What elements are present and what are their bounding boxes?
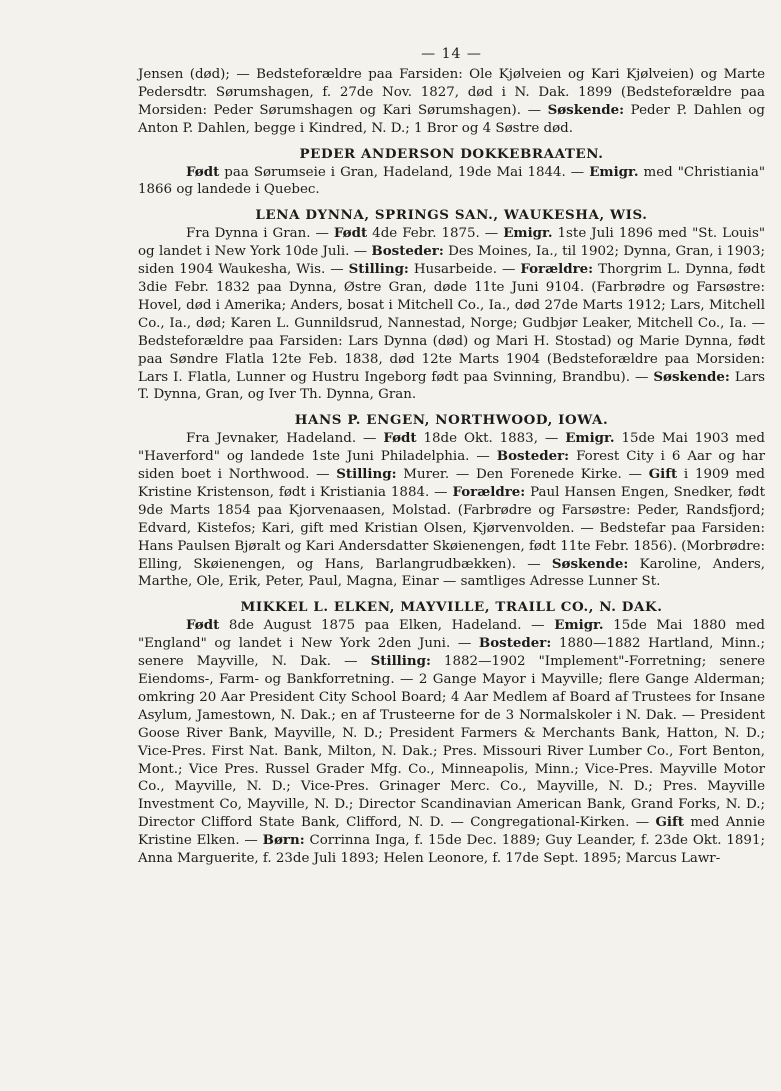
label-stilling: Stilling: (336, 466, 397, 483)
text-run: Karoline, Anders, Marthe, Ole, Erik, Peter, Paul, Magna, Einar — samtliges Adresse Lunner St. (138, 556, 766, 590)
label-soskende: Søskende: (547, 101, 625, 118)
entry-text (138, 430, 765, 591)
label-stilling: Stilling: (348, 261, 409, 278)
text-run: Peder P. Dahlen og Anton P. Dahlen, begge i Kindred, N. D.; 1 Bror og 4 Søstre død. (138, 102, 766, 136)
text-run: paa Sørumseie i Gran, Hadeland, 19de Mai 1844. — (219, 164, 590, 180)
text-run: 18de Okt. 1883, — (416, 431, 566, 447)
label-fodt: Født (383, 430, 417, 447)
entry-heading: MIKKEL L. ELKEN, MAYVILLE, TRAILL CO., N. DAK. (240, 599, 663, 616)
text-run: Fra Jevnaker, Hadeland. — (186, 431, 384, 447)
text-run: 4de Febr. 1875. — (367, 226, 504, 242)
entry-heading: LENA DYNNA, SPRINGS SAN., WAUKESHA, WIS. (255, 207, 648, 224)
entry-heading: HANS P. ENGEN, NORTHWOOD, IOWA. (294, 412, 609, 429)
text-run: Corrinna Inga, f. 15de Dec. 1889; Guy Leander, f. 23de Okt. 1891; Anna Marguerite, f. 23de Juli 1893; Helen Leonore, f. 17de Sept. 1895; Marcus Lawr- (138, 833, 765, 867)
text-run: Lars T. Dynna, Gran, og Iver Th. Dynna, Gran. (138, 369, 765, 403)
label-bosteder: Bosteder: (496, 448, 570, 465)
text-run: Des Moines, Ia., til 1902; Dynna, Gran, i 1903; siden 1904 Waukesha, Wis. — (138, 244, 765, 278)
label-soskende: Søskende: (551, 555, 629, 572)
entry-heading: PEDER ANDERSON DOKKEBRAATEN. (299, 145, 604, 162)
label-born: Børn: (262, 832, 305, 849)
label-emigr: Emigr. (503, 225, 553, 242)
label-fodt: Født (333, 225, 368, 242)
label-bosteder: Bosteder: (478, 635, 552, 652)
entry-text (138, 164, 765, 200)
entry-continuation (138, 66, 765, 138)
entry-hans-engen (138, 412, 765, 591)
text-run: 8de August 1875 paa Elken, Hadeland. — (219, 618, 555, 634)
text-run: i 1909 med Kristine Kristenson, født i Kristiania 1884. — (138, 467, 765, 500)
entry-text (138, 66, 765, 138)
text-run: 15de Mai 1903 med "Haverford" og landede 1ste Juni Philadelphia. — (138, 431, 765, 465)
label-emigr: Emigr. (589, 163, 639, 180)
text-run: med Annie Kristine Elken. — (138, 815, 765, 849)
label-stilling: Stilling: (370, 653, 431, 670)
label-bosteder: Bosteder: (371, 243, 444, 260)
label-emigr: Emigr. (554, 617, 604, 634)
text-run: Forest City i 6 Aar og har siden boet i Northwood. — (138, 449, 765, 483)
text-run: Husarbeide. — (408, 262, 521, 278)
text-run: Paul Hansen Engen, Snedker, født 9de Marts 1854 paa Kjorvenaasen, Molstad. (Farbrødre og Farsøstre: Peder, Randsfjord; Edvard, Kistefos; Kari, gift med Kristian Olsen, Kjørvenvolden. — Bedstefar paa Farsiden: Hans Paulsen Bjøralt og Kari Andersdatter Skøienengen, født 11te Febr. 1856). (Morbrødre: Elling, Skøienengen, og Hans, Barlangrudbækken). — (138, 484, 765, 572)
entry-text (138, 617, 765, 868)
text-run: 1880—1882 Hartland, Minn.; senere Mayville, N. Dak. — (138, 636, 765, 670)
label-gift: Gift (655, 814, 684, 831)
label-gift: Gift (648, 466, 678, 483)
label-foraeldre: Forældre: (452, 483, 526, 500)
text-run: Thorgrim L. Dynna, født 3die Febr. 1832 paa Dynna, Østre Gran, døde 11te Juni 9104. (Farbrødre og Farsøstre: Hovel, død i Amerika; Anders, bosat i Mitchell Co., Ia., død 27de Marts 1912; Lars, Mitchell Co., Ia., død; Karen L. Gunnildsrud, Nannestad, Norge; Gudbjør Leaker, Mitchell Co., Ia. — Bedsteforældre paa Farsiden: Lars Dynna (død) og Mari H. Stostad) og Marie Dynna, født paa Søndre Flatla 12te Feb. 1838, død 12te Marts 1904 (Bedsteforældre paa Morsiden: Lars I. Flatla, Lunner og Hustru Ingeborg født paa Svinning, Brandbu). — (138, 262, 765, 385)
page-number: — 14 — (421, 46, 482, 62)
text-run: Jensen (død); — Bedsteforældre paa Farsiden: Ole Kjølveien og Kari Kjølveien) og Marte Pedersdtr. Sørumshagen, f. 27de Nov. 1827, død i N. Dak. 1899 (Bedsteforældre paa Morsiden: Peder Sørumshagen og Kari Sørumshagen). — (138, 67, 765, 118)
label-foraeldre: Forældre: (520, 261, 594, 278)
entry-mikkel-elken (138, 599, 765, 868)
label-soskende: Søskende: (653, 368, 730, 385)
text-run: 15de Mai 1880 med "England" og landet i New York 2den Juni. — (138, 618, 766, 652)
text-run: Murer. — Den Forenede Kirke. — (396, 467, 649, 483)
entry-text (138, 225, 765, 404)
entry-lena-dynna (138, 207, 765, 404)
label-emigr: Emigr. (565, 430, 615, 447)
text-run: 1882—1902 "Implement"-Forretning; senere Eiendoms-, Farm- og Bankforretning. — 2 Gange Mayor i Mayville; flere Gange Alderman; omkring 20 Aar President City School Board; 4 Aar Medlem af Board af Trustees for Insane Asylum, Jamestown, N. Dak.; en af Trusteerne for de 3 Normalskoler i N. Dak. — President Goose River Bank, Mayville, N. D.; President Farmers & Merchants Bank, Hatton, N. D.; Vice-Pres. First Nat. Bank, Milton, N. Dak.; Pres. Missouri River Lumber Co., Fort Benton, Mont.; Vice Pres. Russel Grader Mfg. Co., Minneapolis, Minn.; Vice-Pres. Mayville Motor Co., Mayville, N. D.; Vice-Pres. Grinager Merc. Co., Mayville, N. D.; Pres. Mayville Investment Co, Mayville, N. D.; Director Scandinavian American Bank, Grand Forks, N. D.; Director Clifford State Bank, Clifford, N. D. — Congregational-Kirken. — (138, 654, 765, 831)
text-run: Fra Dynna i Gran. — (186, 226, 334, 242)
text-run: med "Christiania" 1866 og landede i Quebec. (138, 164, 765, 198)
entry-peder-dokkebraaten (138, 146, 765, 200)
text-run: 1ste Juli 1896 med "St. Louis" og landet i New York 10de Juli. — (138, 226, 765, 260)
label-fodt: Født (186, 163, 220, 180)
label-fodt: Født (186, 617, 220, 634)
